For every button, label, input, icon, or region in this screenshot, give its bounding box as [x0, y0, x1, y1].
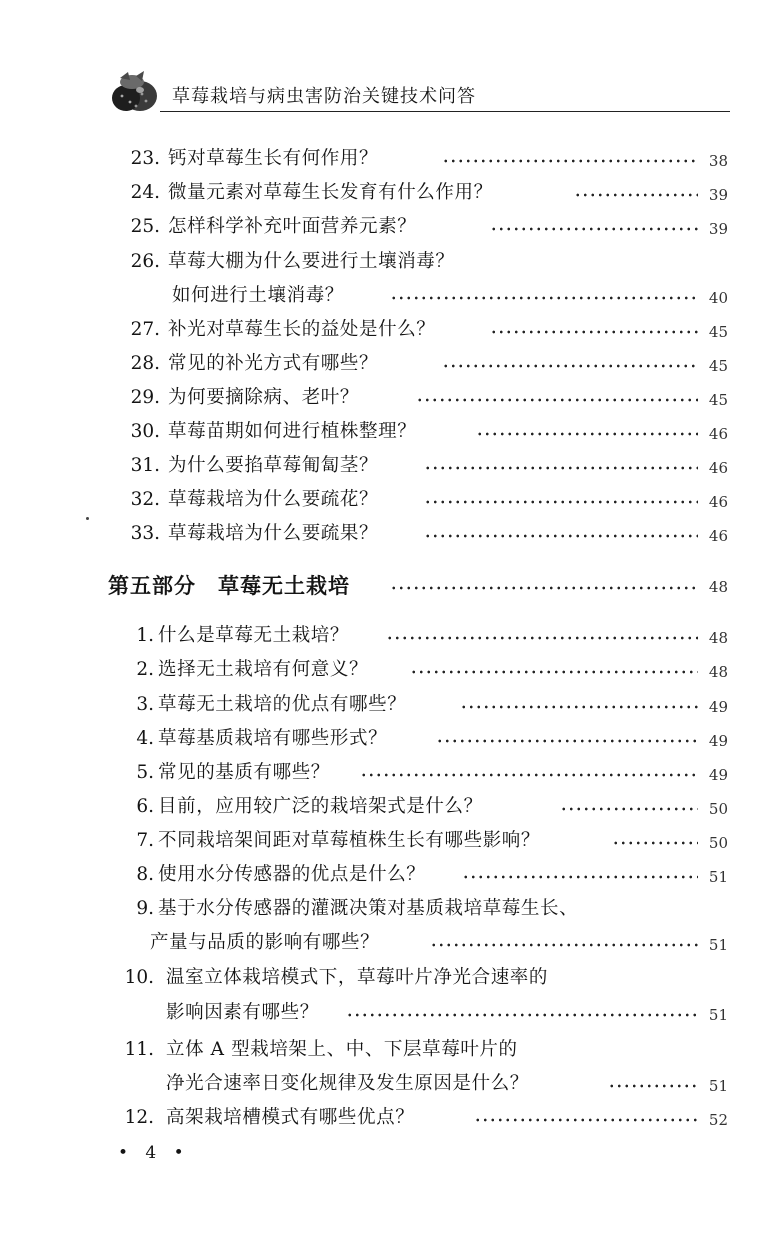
toc-entry-title: 钙对草莓生长有何作用？	[168, 148, 379, 169]
toc-entry-title: 补光对草莓生长的益处是什么？	[168, 319, 436, 340]
toc-entry-page: 49	[708, 766, 728, 784]
toc-entry-title: 基于水分传感器的灌溉决策对基质栽培草莓生长、	[158, 898, 579, 919]
section-title: 第五部分 草莓无土栽培	[108, 573, 350, 598]
leader-dots	[416, 398, 698, 402]
toc-entry-number: 33.	[130, 523, 160, 544]
leader-dots	[424, 534, 698, 538]
toc-entry-number: 30.	[130, 421, 160, 442]
leader-dots	[574, 193, 698, 197]
running-header	[100, 60, 730, 120]
toc-entry-number: 28.	[130, 353, 160, 374]
toc-entry-title: 草莓无土栽培的优点有哪些？	[158, 694, 407, 715]
toc-entry-title-continued: 净光合速率日变化规律及发生原因是什么？	[166, 1073, 529, 1094]
stray-mark	[86, 517, 89, 520]
leader-dots	[490, 227, 698, 231]
strawberry-icon	[106, 68, 162, 114]
leader-dots	[386, 636, 698, 640]
toc-entry-number: 23.	[130, 148, 160, 169]
leader-dots	[424, 500, 698, 504]
toc-entry-title: 为何要摘除病、老叶？	[168, 387, 360, 408]
toc-entry-title: 草莓大棚为什么要进行土壤消毒？	[168, 251, 455, 272]
header-rule	[160, 111, 730, 112]
section-page: 48	[708, 578, 728, 596]
toc-entry-number: 7.	[136, 830, 154, 851]
toc-entry-number: 6.	[136, 796, 154, 817]
leader-dots	[410, 670, 698, 674]
toc-entry-title-continued: 影响因素有哪些？	[166, 1002, 319, 1023]
leader-dots	[442, 159, 698, 163]
toc-entry-page: 45	[708, 391, 728, 409]
toc-entry-number: 10.	[124, 967, 154, 988]
toc-entry-number: 26.	[130, 251, 160, 272]
toc-entry-title: 常见的补光方式有哪些？	[168, 353, 379, 374]
toc-entry-number: 3.	[136, 694, 154, 715]
toc-entry-title: 高架栽培槽模式有哪些优点？	[166, 1107, 415, 1128]
toc-entry-number: 11.	[124, 1039, 154, 1060]
toc-entry-page: 48	[708, 629, 728, 647]
toc-entry-number: 24.	[130, 182, 160, 203]
toc-entry-page: 51	[708, 1077, 728, 1095]
leader-dots	[346, 1013, 698, 1017]
toc-entry-number: 4.	[136, 728, 154, 749]
toc-entry-page: 46	[708, 527, 728, 545]
toc-entry-title: 为什么要掐草莓匍匐茎？	[168, 455, 379, 476]
toc-entry-page: 39	[708, 186, 728, 204]
toc-entry-number: 27.	[130, 319, 160, 340]
toc-entry-number: 2.	[136, 659, 154, 680]
toc-entry-page: 46	[708, 493, 728, 511]
toc-entry-page: 40	[708, 289, 728, 307]
leader-dots	[608, 1084, 698, 1088]
leader-dots	[390, 296, 698, 300]
leader-dots	[462, 875, 698, 879]
toc-entry-number: 29.	[130, 387, 160, 408]
toc-entry-page: 49	[708, 732, 728, 750]
leader-dots	[476, 432, 698, 436]
toc-entry-title: 草莓栽培为什么要疏果？	[168, 523, 379, 544]
toc-entry-number: 12.	[124, 1107, 154, 1128]
toc-entry-page: 46	[708, 459, 728, 477]
toc-entry-number: 8.	[136, 864, 154, 885]
leader-dots	[560, 807, 698, 811]
leader-dots	[460, 705, 698, 709]
toc-entry-title: 什么是草莓无土栽培？	[158, 625, 350, 646]
toc-entry-page: 50	[708, 800, 728, 818]
toc-entry-page: 46	[708, 425, 728, 443]
leader-dots	[436, 739, 698, 743]
leader-dots	[612, 841, 698, 845]
toc-entry-title: 微量元素对草莓生长发育有什么作用？	[168, 182, 493, 203]
toc-entry-number: 1.	[136, 625, 154, 646]
toc-entry-page: 45	[708, 357, 728, 375]
toc-entry-page: 48	[708, 663, 728, 681]
toc-entry-page: 51	[708, 1006, 728, 1024]
header-title: 草莓栽培与病虫害防治关键技术问答	[172, 86, 476, 107]
leader-dots	[490, 330, 698, 334]
leader-dots	[424, 466, 698, 470]
toc-entry-title: 草莓苗期如何进行植株整理？	[168, 421, 417, 442]
leader-dots	[390, 586, 698, 590]
toc-entry-number: 31.	[130, 455, 160, 476]
toc-entry-page: 49	[708, 698, 728, 716]
toc-entry-number: 9.	[136, 898, 154, 919]
leader-dots	[474, 1118, 698, 1122]
toc-entry-number: 32.	[130, 489, 160, 510]
leader-dots	[430, 943, 698, 947]
toc-entry-number: 5.	[136, 762, 154, 783]
toc-entry-page: 51	[708, 868, 728, 886]
leader-dots	[442, 364, 698, 368]
toc-entry-title-continued: 如何进行土壤消毒？	[172, 285, 344, 306]
toc-entry-title: 选择无土栽培有何意义？	[158, 659, 369, 680]
toc-entry-title: 使用水分传感器的优点是什么？	[158, 864, 426, 885]
toc-entry-page: 50	[708, 834, 728, 852]
toc-entry-title: 草莓栽培为什么要疏花？	[168, 489, 379, 510]
page-number: • 4 •	[118, 1143, 190, 1163]
toc-entry-page: 51	[708, 936, 728, 954]
toc-entry-page: 45	[708, 323, 728, 341]
toc-entry-title: 草莓基质栽培有哪些形式？	[158, 728, 388, 749]
toc-entry-title: 不同栽培架间距对草莓植株生长有哪些影响？	[158, 830, 541, 851]
toc-entry-title: 温室立体栽培模式下，草莓叶片净光合速率的	[166, 967, 549, 988]
toc-entry-title: 立体 A 型栽培架上、中、下层草莓叶片的	[166, 1039, 518, 1060]
toc-entry-title: 怎样科学补充叶面营养元素？	[168, 216, 417, 237]
toc-entry-page: 52	[708, 1111, 728, 1129]
toc-entry-title: 目前，应用较广泛的栽培架式是什么？	[158, 796, 483, 817]
toc-entry-page: 38	[708, 152, 728, 170]
toc-entry-page: 39	[708, 220, 728, 238]
toc-entry-title: 常见的基质有哪些？	[158, 762, 330, 783]
leader-dots	[360, 773, 698, 777]
toc-entry-title-continued: 产量与品质的影响有哪些？	[150, 932, 380, 953]
toc-entry-number: 25.	[130, 216, 160, 237]
